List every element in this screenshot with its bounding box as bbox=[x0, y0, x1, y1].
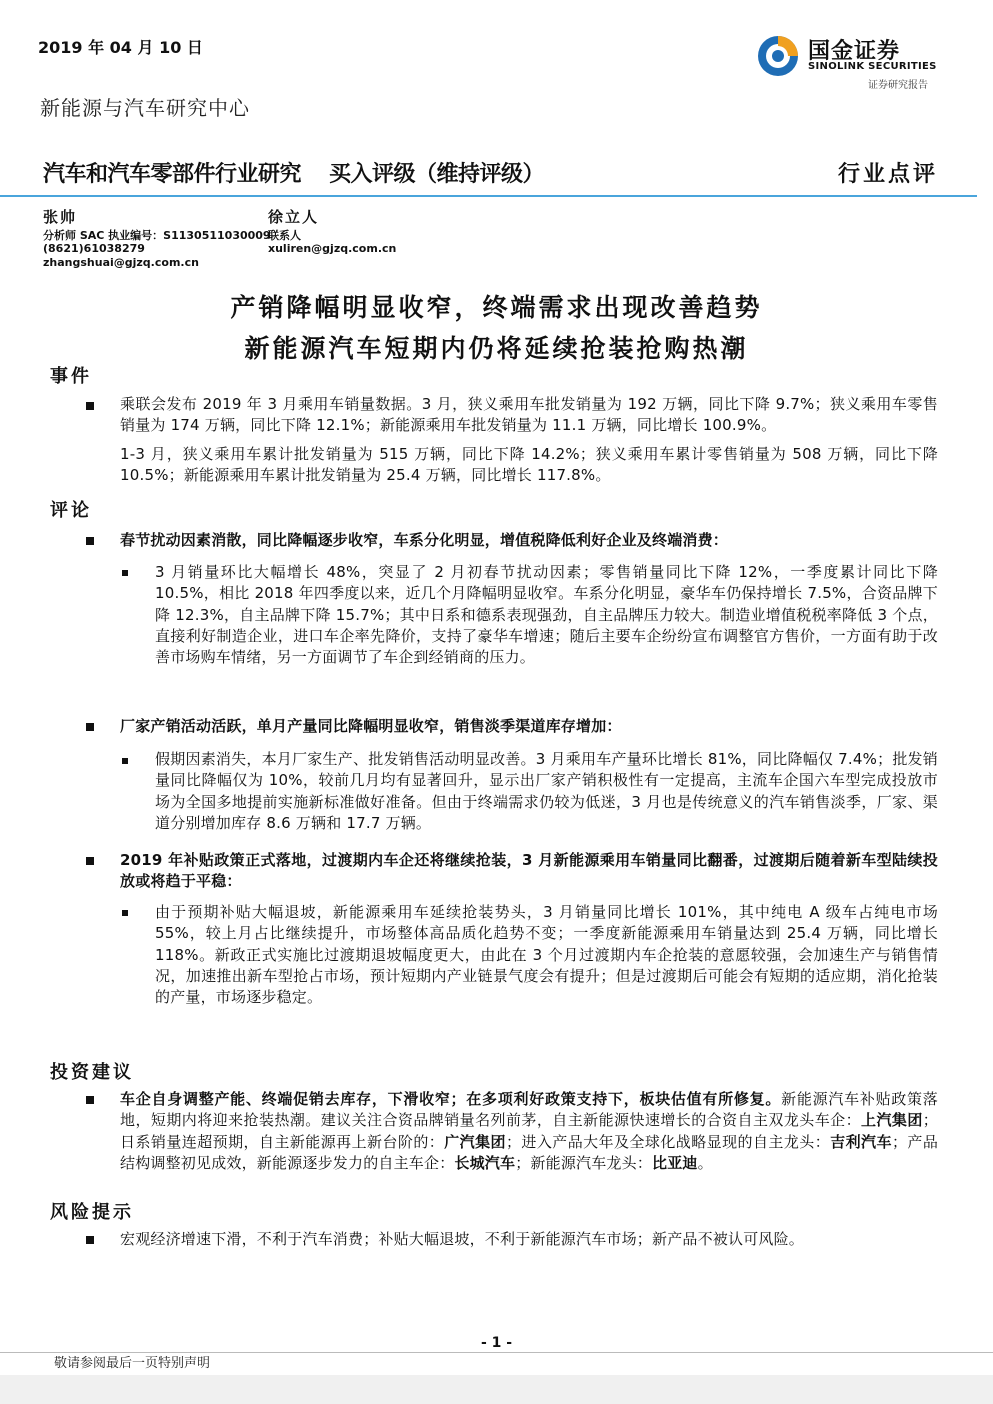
sinolink-logo bbox=[756, 30, 946, 92]
headline-line-2: 新能源汽车短期内仍将延续抢装抢购热潮 bbox=[244, 334, 749, 363]
title-band bbox=[0, 150, 993, 198]
stock-pick: 吉利汽车 bbox=[830, 1132, 892, 1151]
logo-subtitle: 证券研究报告 bbox=[868, 80, 928, 91]
invest-lead: 车企自身调整产能、终端促销去库存，下滑收窄；在多项利好政策支持下，板块估值有所修复。 bbox=[120, 1090, 782, 1108]
sinolink-logo-icon bbox=[756, 34, 800, 78]
comment-heading-2: 厂家产销活动活跃，单月产量同比降幅明显收窄，销售淡季渠道库存增加： bbox=[120, 717, 622, 735]
author-name: 张帅 bbox=[43, 208, 78, 226]
author-name: 徐立人 bbox=[268, 208, 320, 226]
comment-heading-3: 2019 年补贴政策正式落地，过渡期内车企还将继续抢装，3 月新能源乘用车销量同比翻番，过渡期后随着新车型陆续投放或将趋于平稳： bbox=[120, 851, 938, 891]
author-email[interactable]: zhangshuai@gjzq.com.cn bbox=[43, 255, 199, 269]
report-date: 2019 年 04 月 10 日 bbox=[38, 38, 203, 57]
logo-chinese-name: 国金证券 bbox=[808, 39, 901, 64]
band-left bbox=[43, 157, 544, 188]
author-block-2 bbox=[268, 208, 397, 256]
event-paragraph-2: 1-3 月，狭义乘用车累计批发销量为 515 万辆，同比下降 14.2%；狭义乘用车累计零售销量为 508 万辆，同比下降 10.5%；新能源乘用车累计批发销量为 25.4 万辆，同比增长 117.8%。 bbox=[120, 445, 938, 485]
author-sac: 分析师 SAC 执业编号：S1130511030009 bbox=[43, 228, 271, 242]
report-type: 行业点评 bbox=[837, 161, 938, 187]
comment-paragraph-1: 3 月销量环比大幅增长 48%，突显了 2 月初春节扰动因素；零售销量同比下降 12%，一季度累计同比下降 10.5%，相比 2018 年四季度以来，近几个月降幅明显收窄。车系分化明显，豪华车仍保持增长 7.5%，合资品牌下降 12.3%，自主品牌下降 15.7%；其中日系和德系表现强劲，自主品牌压力较大。制造业增值税税率降低 3 个点，直接利好制造企业，进口车企率先降价，支持了豪华车增速；随后主要车企纷纷宣布调整官方售价，一方面有助于改善市场购车情绪，另一方面调节了车企到经销商的压力。 bbox=[155, 563, 938, 667]
stock-pick: 广汽集团 bbox=[444, 1132, 506, 1151]
bullet-icon bbox=[86, 537, 94, 545]
bullet-icon bbox=[86, 1096, 94, 1104]
invest-paragraph bbox=[120, 1089, 938, 1174]
stock-pick: 比亚迪 bbox=[652, 1153, 698, 1172]
band-divider bbox=[0, 195, 977, 197]
logo-english-name: SINOLINK SECURITIES bbox=[808, 61, 937, 72]
author-role: 联系人 bbox=[268, 228, 301, 242]
footer-disclaimer: 敬请参阅最后一页特别声明 bbox=[54, 1356, 211, 1371]
sub-bullet-icon bbox=[122, 570, 128, 576]
research-center-name: 新能源与汽车研究中心 bbox=[40, 96, 250, 120]
page-number: - 1 - bbox=[480, 1335, 513, 1351]
risk-paragraph: 宏观经济增速下滑，不利于汽车消费；补贴大幅退坡，不利于新能源汽车市场；新产品不被认可风险。 bbox=[120, 1230, 805, 1248]
invest-text: 新能源汽车补贴政策落地，短期内将迎来抢装热潮。建议关注合资品牌销量名列前茅，自主新能源快速增长的合资自主双龙头车企： bbox=[120, 1090, 938, 1130]
sub-bullet-icon bbox=[122, 758, 128, 764]
author-phone: (8621)61038279 bbox=[43, 242, 145, 255]
bullet-icon bbox=[86, 1236, 94, 1244]
author-email[interactable]: xuliren@gjzq.com.cn bbox=[268, 242, 397, 255]
sub-bullet-icon bbox=[122, 910, 128, 916]
invest-text: 。 bbox=[697, 1153, 713, 1172]
bullet-icon bbox=[86, 857, 94, 865]
headline-line-1: 产销降幅明显收窄，终端需求出现改善趋势 bbox=[230, 293, 763, 322]
event-paragraph-1: 乘联会发布 2019 年 3 月乘用车销量数据。3 月，狭义乘用车批发销量为 192 万辆，同比下降 9.7%；狭义乘用车零售销量为 174 万辆，同比下降 12.1%；新能源乘用车批发销量为 11.1 万辆，同比增长 100.9%。 bbox=[120, 395, 938, 435]
comment-paragraph-3: 由于预期补贴大幅退坡，新能源乘用车延续抢装势头，3 月销量同比增长 101%，其中纯电 A 级车占纯电市场 55%，较上月占比继续提升，市场整体高品质化趋势不变；一季度新能源乘用车销量达到 25.4 万辆，同比增长 118%。新政正式实施比过渡期退坡幅度更大，由此在 3 个月过渡期内车企抢装的意愿较强，会加速生产与销售情况，加速推出新车型抢占市场，预计短期内产业链景气度会有提升；但是过渡期后可能会有短期的适应期，消化抢装的产量，市场逐步稳定。 bbox=[155, 903, 938, 1007]
footer-bar bbox=[0, 1375, 993, 1404]
bullet-icon bbox=[86, 723, 94, 731]
author-block-1 bbox=[43, 208, 271, 269]
rating-label: 买入评级（维持评级） bbox=[329, 162, 545, 187]
industry-title: 汽车和汽车零部件行业研究 bbox=[43, 162, 302, 187]
invest-text: ；进入产品大年及全球化战略显现的自主龙头： bbox=[505, 1132, 831, 1151]
section-title-comment: 评论 bbox=[50, 500, 92, 521]
invest-text: ；新能源汽车龙头： bbox=[515, 1153, 653, 1172]
invest-text: ；产品结构调整初见成效，新能源逐步发力的自主车企： bbox=[120, 1132, 939, 1172]
invest-text: ；日系销量连超预期，自主新能源再上新台阶的： bbox=[120, 1111, 938, 1151]
comment-heading-1: 春节扰动因素消散，同比降幅逐步收窄，车系分化明显，增值税降低利好企业及终端消费： bbox=[120, 531, 729, 549]
section-title-risk: 风险提示 bbox=[50, 1202, 134, 1223]
section-title-event: 事件 bbox=[50, 366, 92, 387]
section-title-invest: 投资建议 bbox=[50, 1062, 134, 1083]
stock-pick: 长城汽车 bbox=[454, 1153, 516, 1172]
comment-paragraph-2: 假期因素消失，本月厂家生产、批发销售活动明显改善。3 月乘用车产量环比增长 81%，同比降幅仅 7.4%；批发销量同比降幅仅为 10%，较前几月均有显著回升，显示出厂家产销积极性有一定提高，主流车企国六车型完成投放市场为全国多地提前实施新标准做好准备。但由于终端需求仍较为低迷，3 月也是传统意义的汽车销售淡季，厂家、渠道分别增加库存 8.6 万辆和 17.7 万辆。 bbox=[155, 750, 938, 832]
bullet-icon bbox=[86, 402, 94, 410]
stock-pick: 上汽集团 bbox=[861, 1111, 923, 1130]
